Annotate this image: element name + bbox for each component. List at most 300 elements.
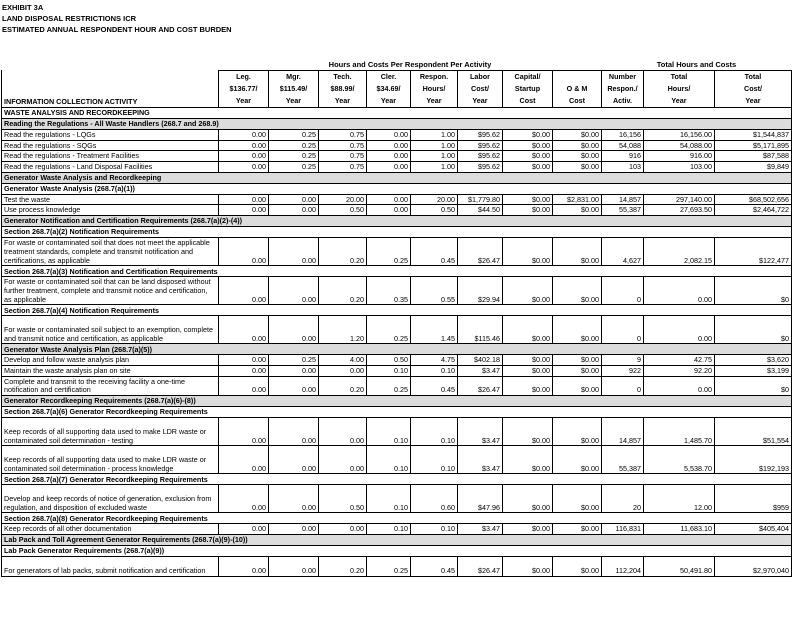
cell-respon-hours: 0.10 <box>411 524 458 535</box>
column-header-om-cost <box>553 70 602 108</box>
cell-capital-cost: $0.00 <box>503 355 553 366</box>
cell-cler: 0.00 <box>367 205 411 216</box>
column-header-line: Labor <box>470 71 490 81</box>
cell-cler: 0.25 <box>367 376 411 395</box>
cell-mgr: 0.00 <box>269 376 319 395</box>
column-header-capital-cost <box>503 70 553 108</box>
table-row <box>2 238 792 266</box>
cell-capital-cost: $0.00 <box>503 316 553 344</box>
section-header-row <box>2 119 792 130</box>
cell-total-cost: $959 <box>715 485 792 513</box>
column-header-line: Total <box>744 71 762 81</box>
row-heading: Generator Waste Analysis (268.7(a)(1)) <box>2 183 792 194</box>
column-header-labor-cost <box>458 70 503 108</box>
column-header-leg <box>219 70 269 108</box>
cell-mgr: 0.00 <box>269 316 319 344</box>
activity-label: For waste or contaminated soil subject to an exemption, complete and transmit notice and certification, as applicable <box>2 316 219 344</box>
cell-mgr: 0.00 <box>269 557 319 576</box>
row-heading: Lab Pack and Toll Agreement Generator Requirements (268.7(a)(9)-(10)) <box>2 535 792 546</box>
burden-table <box>1 60 792 577</box>
table-row <box>2 151 792 162</box>
cell-leg: 0.00 <box>219 524 269 535</box>
cell-total-hours: 5,538.70 <box>644 446 715 474</box>
activity-label: Maintain the waste analysis plan on site <box>2 366 219 377</box>
totals-group-header: Total Hours and Costs <box>602 60 792 70</box>
table-row <box>2 316 792 344</box>
cell-total-hours: 27,693.50 <box>644 205 715 216</box>
cell-tech: 0.00 <box>319 446 367 474</box>
row-heading: Generator Recordkeeping Requirements (268.7(a)(6)-(8)) <box>2 396 792 407</box>
cell-capital-cost: $0.00 <box>503 162 553 173</box>
column-header-line: Hours/ <box>422 83 446 93</box>
row-heading: Section 268.7(a)(2) Notification Requirements <box>2 227 792 238</box>
column-header-number-respondents <box>602 70 644 108</box>
subsection-header-row <box>2 183 792 194</box>
cell-om-cost: $0.00 <box>553 277 602 305</box>
cell-respon-hours: 20.00 <box>411 194 458 205</box>
row-heading: Generator Waste Analysis and Recordkeeping <box>2 172 792 183</box>
cell-respon-hours: 0.50 <box>411 205 458 216</box>
section-header-row <box>2 172 792 183</box>
cell-total-cost: $5,171,895 <box>715 140 792 151</box>
row-heading: Section 268.7(a)(7) Generator Recordkeeping Requirements <box>2 474 792 485</box>
cell-cler: 0.10 <box>367 524 411 535</box>
cell-total-hours: 16,156.00 <box>644 130 715 141</box>
column-header-line: Tech. <box>333 71 352 81</box>
cell-leg: 0.00 <box>219 557 269 576</box>
column-header-line: Year <box>285 95 302 105</box>
cell-number-respondents: 16,156 <box>602 130 644 141</box>
cell-respon-hours: 1.00 <box>411 151 458 162</box>
cell-cler: 0.00 <box>367 130 411 141</box>
heading-row <box>2 108 792 119</box>
row-heading: Section 268.7(a)(4) Notification Requirements <box>2 305 792 316</box>
column-header-line: Year <box>380 95 397 105</box>
cell-total-cost: $1,544,837 <box>715 130 792 141</box>
cell-om-cost: $0.00 <box>553 418 602 446</box>
column-header-tech <box>319 70 367 108</box>
cell-cler: 0.25 <box>367 557 411 576</box>
cell-leg: 0.00 <box>219 446 269 474</box>
cell-tech: 0.50 <box>319 205 367 216</box>
cell-total-hours: 297,140.00 <box>644 194 715 205</box>
table-body <box>2 108 792 577</box>
cell-cler: 0.35 <box>367 277 411 305</box>
cell-labor-cost: $44.50 <box>458 205 503 216</box>
row-heading: Generator Notification and Certification Requirements (268.7(a)(2)-(4)) <box>2 216 792 227</box>
cell-cler: 0.25 <box>367 238 411 266</box>
cell-number-respondents: 14,857 <box>602 418 644 446</box>
cell-mgr: 0.00 <box>269 418 319 446</box>
cell-labor-cost: $29.94 <box>458 277 503 305</box>
cell-mgr: 0.00 <box>269 485 319 513</box>
cell-capital-cost: $0.00 <box>503 277 553 305</box>
activity-label: Test the waste <box>2 194 219 205</box>
cell-number-respondents: 916 <box>602 151 644 162</box>
cell-labor-cost: $1,779.80 <box>458 194 503 205</box>
cell-om-cost: $0.00 <box>553 355 602 366</box>
column-header-line: Mgr. <box>286 71 301 81</box>
cell-capital-cost: $0.00 <box>503 194 553 205</box>
cell-capital-cost: $0.00 <box>503 524 553 535</box>
cell-tech: 4.00 <box>319 355 367 366</box>
cell-respon-hours: 4.75 <box>411 355 458 366</box>
cell-labor-cost: $402.18 <box>458 355 503 366</box>
cell-capital-cost: $0.00 <box>503 557 553 576</box>
activity-label: For waste or contaminated soil that does not meet the applicable treatment standards, complete and transmit notification and certifications, as applicable <box>2 238 219 266</box>
cell-total-cost: $51,554 <box>715 418 792 446</box>
cell-mgr: 0.25 <box>269 355 319 366</box>
column-header-line: Cost <box>569 95 585 105</box>
cell-labor-cost: $47.96 <box>458 485 503 513</box>
table-row <box>2 557 792 576</box>
column-header-line: Year <box>671 95 687 105</box>
section-header-row <box>2 396 792 407</box>
column-header-line: Year <box>235 95 252 105</box>
column-header-line: Respon./ <box>607 83 638 93</box>
cell-number-respondents: 0 <box>602 376 644 395</box>
cell-tech: 0.75 <box>319 130 367 141</box>
cell-labor-cost: $26.47 <box>458 238 503 266</box>
column-header-line: Number <box>608 71 637 81</box>
subsection-header-row <box>2 546 792 557</box>
column-header-line: Year <box>745 95 761 105</box>
cell-total-hours: 42.75 <box>644 355 715 366</box>
cell-respon-hours: 0.55 <box>411 277 458 305</box>
cell-total-hours: 916.00 <box>644 151 715 162</box>
column-header-line: Cost/ <box>744 83 762 93</box>
cell-number-respondents: 4,627 <box>602 238 644 266</box>
activity-label: For waste or contaminated soil that can be land disposed without further treatment, complete and transmit notice and certification, as applicable <box>2 277 219 305</box>
cell-capital-cost: $0.00 <box>503 151 553 162</box>
column-header-line: Cler. <box>380 71 397 81</box>
cell-number-respondents: 0 <box>602 277 644 305</box>
activity-label: Read the regulations - SQGs <box>2 140 219 151</box>
activity-label: Complete and transmit to the receiving facility a one-time notification and certification <box>2 376 219 395</box>
cell-leg: 0.00 <box>219 366 269 377</box>
cell-tech: 0.20 <box>319 376 367 395</box>
cell-om-cost: $2,831.00 <box>553 194 602 205</box>
cell-total-cost: $0 <box>715 376 792 395</box>
column-header-line: Capital/ <box>514 71 541 81</box>
row-heading: Generator Waste Analysis Plan (268.7(a)(5)) <box>2 344 792 355</box>
cell-tech: 0.75 <box>319 151 367 162</box>
cell-tech: 0.00 <box>319 524 367 535</box>
column-header-respon-hours <box>411 70 458 108</box>
cell-number-respondents: 9 <box>602 355 644 366</box>
cell-total-hours: 54,088.00 <box>644 140 715 151</box>
column-header-line: Respon. <box>419 71 449 81</box>
cell-leg: 0.00 <box>219 485 269 513</box>
cell-tech: 0.75 <box>319 162 367 173</box>
cell-om-cost: $0.00 <box>553 205 602 216</box>
cell-total-hours: 92.20 <box>644 366 715 377</box>
cell-om-cost: $0.00 <box>553 524 602 535</box>
cell-mgr: 0.00 <box>269 194 319 205</box>
column-header-line: Year <box>334 95 351 105</box>
subsection-header-row <box>2 305 792 316</box>
cell-om-cost: $0.00 <box>553 366 602 377</box>
cell-tech: 0.00 <box>319 366 367 377</box>
cell-mgr: 0.25 <box>269 130 319 141</box>
cell-labor-cost: $3.47 <box>458 524 503 535</box>
cell-total-cost: $3,620 <box>715 355 792 366</box>
activity-label: Keep records of all supporting data used to make LDR waste or contaminated soil determination - testing <box>2 418 219 446</box>
exhibit-titles <box>2 2 232 35</box>
table-row <box>2 418 792 446</box>
section-header-row <box>2 344 792 355</box>
cell-respon-hours: 1.00 <box>411 162 458 173</box>
cell-tech: 0.20 <box>319 238 367 266</box>
group-header-row <box>2 60 792 70</box>
cell-respon-hours: 0.10 <box>411 366 458 377</box>
activity-label: Read the regulations - Land Disposal Facilities <box>2 162 219 173</box>
cell-total-cost: $3,199 <box>715 366 792 377</box>
row-heading: Reading the Regulations - All Waste Handlers (268.7 and 268.9) <box>2 119 792 130</box>
cell-tech: 0.50 <box>319 485 367 513</box>
cell-cler: 0.50 <box>367 355 411 366</box>
cell-labor-cost: $95.62 <box>458 151 503 162</box>
subsection-header-row <box>2 474 792 485</box>
table-row <box>2 355 792 366</box>
cell-labor-cost: $115.46 <box>458 316 503 344</box>
exhibit-label: EXHIBIT 3A <box>2 3 44 12</box>
cell-total-cost: $87,588 <box>715 151 792 162</box>
cell-capital-cost: $0.00 <box>503 140 553 151</box>
cell-labor-cost: $26.47 <box>458 557 503 576</box>
column-header-line: Year <box>472 95 488 105</box>
column-header-mgr <box>269 70 319 108</box>
column-header-line <box>555 71 599 83</box>
cell-total-hours: 11,683.10 <box>644 524 715 535</box>
cell-number-respondents: 55,387 <box>602 205 644 216</box>
cell-capital-cost: $0.00 <box>503 485 553 513</box>
cell-tech: 1.20 <box>319 316 367 344</box>
cell-leg: 0.00 <box>219 151 269 162</box>
cell-total-cost: $192,193 <box>715 446 792 474</box>
cell-mgr: 0.00 <box>269 446 319 474</box>
cell-respon-hours: 0.45 <box>411 557 458 576</box>
subsection-header-row <box>2 513 792 524</box>
table-row <box>2 446 792 474</box>
table-row <box>2 524 792 535</box>
table-row <box>2 130 792 141</box>
cell-mgr: 0.00 <box>269 238 319 266</box>
cell-capital-cost: $0.00 <box>503 130 553 141</box>
cell-number-respondents: 103 <box>602 162 644 173</box>
cell-number-respondents: 20 <box>602 485 644 513</box>
column-header-line: Activ. <box>612 95 633 105</box>
row-heading: WASTE ANALYSIS AND RECORDKEEPING <box>2 108 792 119</box>
cell-total-cost: $2,970,040 <box>715 557 792 576</box>
cell-number-respondents: 922 <box>602 366 644 377</box>
row-heading: Section 268.7(a)(8) Generator Recordkeeping Requirements <box>2 513 792 524</box>
row-heading: Section 268.7(a)(6) Generator Recordkeeping Requirements <box>2 407 792 418</box>
cell-respon-hours: 0.10 <box>411 418 458 446</box>
cell-mgr: 0.25 <box>269 140 319 151</box>
cell-cler: 0.00 <box>367 194 411 205</box>
cell-total-cost: $122,477 <box>715 238 792 266</box>
cell-om-cost: $0.00 <box>553 151 602 162</box>
cell-labor-cost: $3.47 <box>458 418 503 446</box>
cell-total-hours: 0.00 <box>644 376 715 395</box>
cell-total-hours: 0.00 <box>644 277 715 305</box>
column-header-line: Total <box>670 71 688 81</box>
column-header-line: $34.69/ <box>376 83 401 93</box>
activity-label: Keep records of all other documentation <box>2 524 219 535</box>
cell-respon-hours: 0.10 <box>411 446 458 474</box>
subsection-header-row <box>2 266 792 277</box>
cell-total-hours: 50,491.80 <box>644 557 715 576</box>
cell-leg: 0.00 <box>219 277 269 305</box>
cell-leg: 0.00 <box>219 140 269 151</box>
cell-total-hours: 1,485.70 <box>644 418 715 446</box>
cell-mgr: 0.00 <box>269 205 319 216</box>
cell-om-cost: $0.00 <box>553 316 602 344</box>
cell-om-cost: $0.00 <box>553 557 602 576</box>
exhibit-subtitle: LAND DISPOSAL RESTRICTIONS ICR <box>2 14 137 23</box>
cell-total-cost: $0 <box>715 316 792 344</box>
row-heading: Section 268.7(a)(3) Notification and Certification Requirements <box>2 266 792 277</box>
cell-number-respondents: 55,387 <box>602 446 644 474</box>
cell-cler: 0.25 <box>367 316 411 344</box>
cell-om-cost: $0.00 <box>553 238 602 266</box>
cell-total-cost: $9,849 <box>715 162 792 173</box>
cell-respon-hours: 1.00 <box>411 130 458 141</box>
row-heading: Lab Pack Generator Requirements (268.7(a)(9)) <box>2 546 792 557</box>
cell-cler: 0.10 <box>367 366 411 377</box>
cell-cler: 0.00 <box>367 151 411 162</box>
table-row <box>2 485 792 513</box>
cell-number-respondents: 54,088 <box>602 140 644 151</box>
column-header-line: Startup <box>514 83 541 93</box>
column-header-line: Hours/ <box>667 83 691 93</box>
cell-number-respondents: 14,857 <box>602 194 644 205</box>
cell-om-cost: $0.00 <box>553 140 602 151</box>
cell-total-cost: $405,404 <box>715 524 792 535</box>
activity-label: Keep records of all supporting data used to make LDR waste or contaminated soil determination - process knowledge <box>2 446 219 474</box>
cell-labor-cost: $26.47 <box>458 376 503 395</box>
cell-mgr: 0.00 <box>269 366 319 377</box>
subsection-header-row <box>2 407 792 418</box>
cell-leg: 0.00 <box>219 238 269 266</box>
cell-mgr: 0.25 <box>269 162 319 173</box>
cell-respon-hours: 1.45 <box>411 316 458 344</box>
cell-mgr: 0.25 <box>269 151 319 162</box>
table-row <box>2 277 792 305</box>
cell-leg: 0.00 <box>219 130 269 141</box>
cell-labor-cost: $3.47 <box>458 446 503 474</box>
cell-labor-cost: $95.62 <box>458 140 503 151</box>
activity-label: For generators of lab packs, submit notification and certification <box>2 557 219 576</box>
cell-respon-hours: 0.60 <box>411 485 458 513</box>
cell-om-cost: $0.00 <box>553 376 602 395</box>
cell-total-hours: 0.00 <box>644 316 715 344</box>
cell-om-cost: $0.00 <box>553 485 602 513</box>
cell-number-respondents: 116,831 <box>602 524 644 535</box>
cell-capital-cost: $0.00 <box>503 205 553 216</box>
cell-tech: 0.20 <box>319 557 367 576</box>
cell-total-cost: $68,502,656 <box>715 194 792 205</box>
cell-leg: 0.00 <box>219 162 269 173</box>
table-row <box>2 376 792 395</box>
activity-label: Develop and keep records of notice of generation, exclusion from regulation, and disposition of excluded waste <box>2 485 219 513</box>
cell-respon-hours: 0.45 <box>411 376 458 395</box>
activity-label: Read the regulations - Treatment Facilities <box>2 151 219 162</box>
subsection-header-row <box>2 227 792 238</box>
cell-tech: 20.00 <box>319 194 367 205</box>
column-header-line: Year <box>426 95 442 105</box>
cell-om-cost: $0.00 <box>553 162 602 173</box>
cell-tech: 0.75 <box>319 140 367 151</box>
cell-leg: 0.00 <box>219 194 269 205</box>
cell-leg: 0.00 <box>219 316 269 344</box>
table-row <box>2 194 792 205</box>
per-respondent-group-header: Hours and Costs Per Respondent Per Activity <box>219 60 602 70</box>
cell-cler: 0.10 <box>367 485 411 513</box>
cell-capital-cost: $0.00 <box>503 418 553 446</box>
cell-leg: 0.00 <box>219 355 269 366</box>
cell-labor-cost: $95.62 <box>458 130 503 141</box>
activity-label: Develop and follow waste analysis plan <box>2 355 219 366</box>
cell-number-respondents: 0 <box>602 316 644 344</box>
cell-om-cost: $0.00 <box>553 446 602 474</box>
column-header-line: Leg. <box>236 71 251 81</box>
cell-total-cost: $2,464,722 <box>715 205 792 216</box>
table-row <box>2 162 792 173</box>
cell-mgr: 0.00 <box>269 524 319 535</box>
exhibit-title: ESTIMATED ANNUAL RESPONDENT HOUR AND COST BURDEN <box>2 25 232 34</box>
cell-leg: 0.00 <box>219 418 269 446</box>
column-header-total-hours <box>644 70 715 108</box>
cell-cler: 0.00 <box>367 140 411 151</box>
cell-total-hours: 12.00 <box>644 485 715 513</box>
cell-respon-hours: 0.45 <box>411 238 458 266</box>
column-header-line: O & M <box>566 83 588 93</box>
cell-tech: 0.20 <box>319 277 367 305</box>
cell-capital-cost: $0.00 <box>503 376 553 395</box>
cell-capital-cost: $0.00 <box>503 238 553 266</box>
cell-labor-cost: $95.62 <box>458 162 503 173</box>
cell-total-cost: $0 <box>715 277 792 305</box>
cell-labor-cost: $3.47 <box>458 366 503 377</box>
column-header-line: $115.49/ <box>279 83 308 93</box>
cell-capital-cost: $0.00 <box>503 366 553 377</box>
cell-tech: 0.00 <box>319 418 367 446</box>
cell-leg: 0.00 <box>219 205 269 216</box>
cell-cler: 0.00 <box>367 162 411 173</box>
activity-label: Use process knowledge <box>2 205 219 216</box>
column-header-line: Cost <box>519 95 536 105</box>
column-header-cler <box>367 70 411 108</box>
cell-om-cost: $0.00 <box>553 130 602 141</box>
column-header-line: Cost/ <box>471 83 489 93</box>
column-header-row <box>2 70 792 108</box>
column-header-line: $88.99/ <box>330 83 355 93</box>
section-header-row <box>2 535 792 546</box>
cell-total-hours: 2,082.15 <box>644 238 715 266</box>
column-header-line: $136.77/ <box>229 83 258 93</box>
cell-total-hours: 103.00 <box>644 162 715 173</box>
cell-number-respondents: 112,204 <box>602 557 644 576</box>
cell-capital-cost: $0.00 <box>503 446 553 474</box>
table-row <box>2 140 792 151</box>
cell-cler: 0.10 <box>367 446 411 474</box>
table-row <box>2 205 792 216</box>
activity-column-header: INFORMATION COLLECTION ACTIVITY <box>2 70 219 108</box>
table-row <box>2 366 792 377</box>
cell-mgr: 0.00 <box>269 277 319 305</box>
